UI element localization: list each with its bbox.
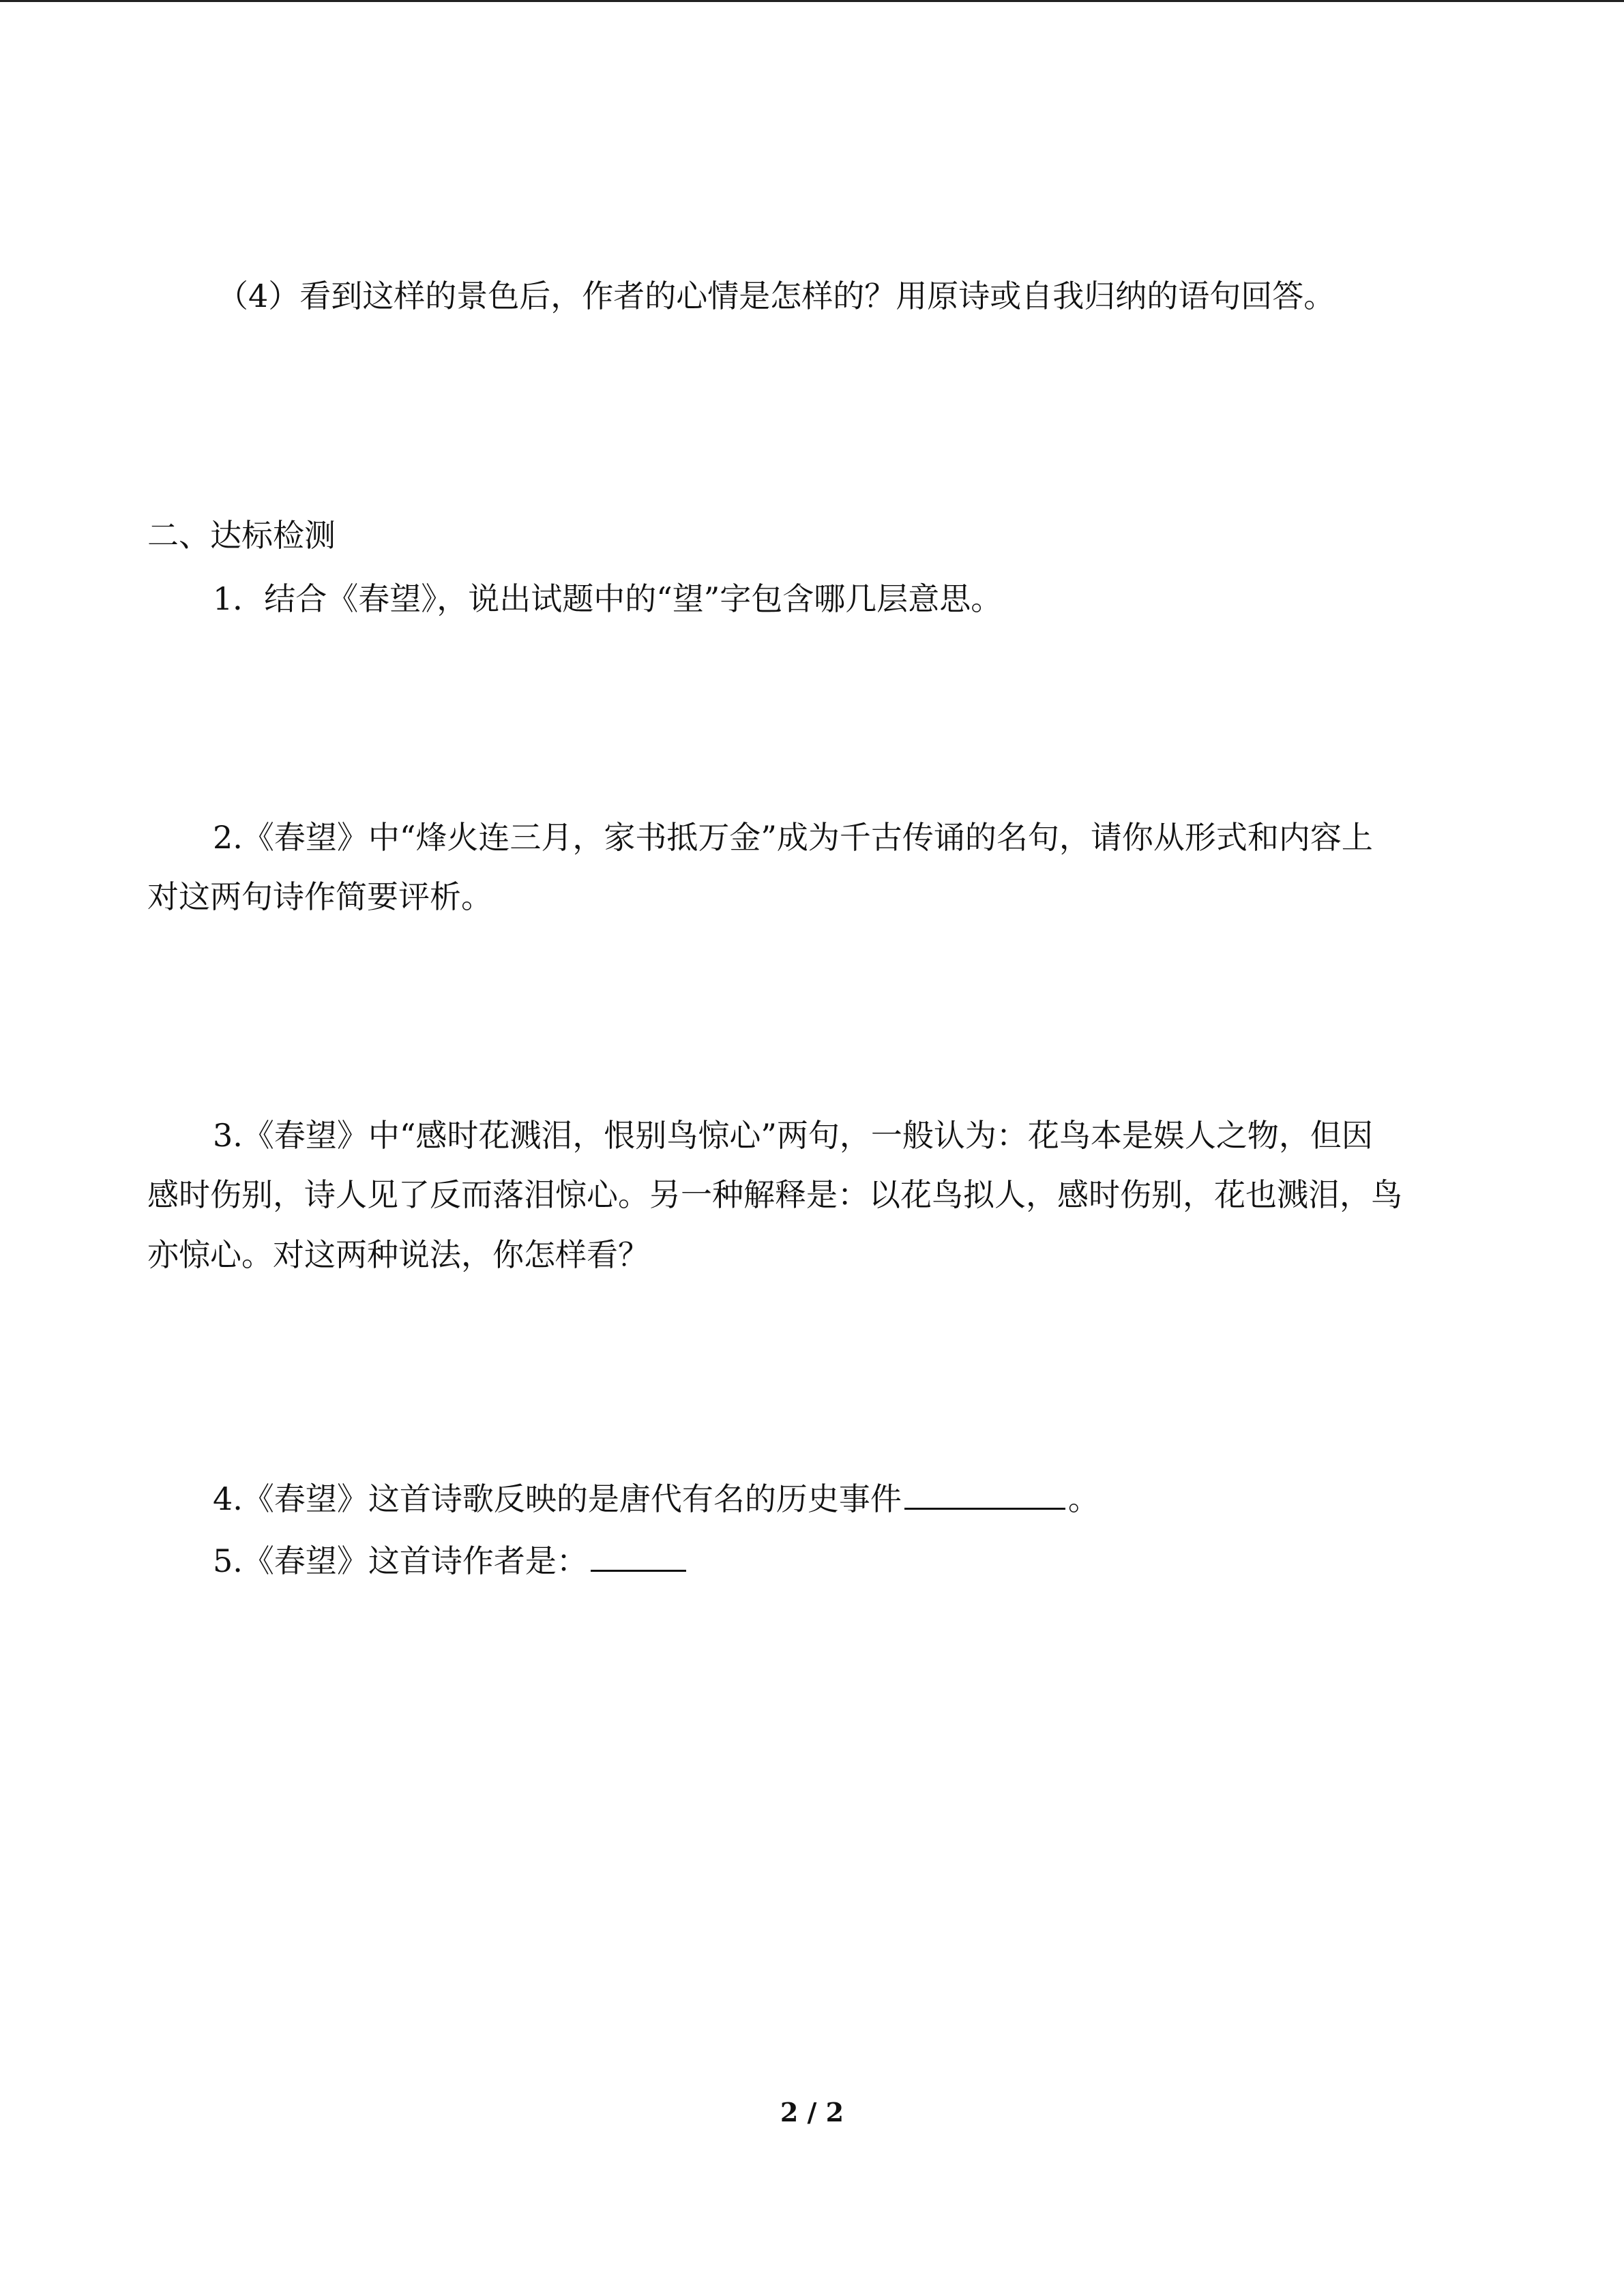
- question-4-text: 4.《春望》这首诗歌反映的是唐代有名的历史事件: [213, 1480, 902, 1517]
- question-4-answer-blank[interactable]: [904, 1479, 1065, 1510]
- question-5-text: 5.《春望》这首诗作者是：: [213, 1542, 588, 1579]
- question-4-end: 。: [1067, 1480, 1099, 1517]
- question-4: [213, 1478, 1099, 1519]
- question-5-answer-blank[interactable]: [591, 1541, 686, 1572]
- question-4-subpart: （4）看到这样的景色后，作者的心情是怎样的？用原诗或自我归纳的语句回答。: [217, 278, 1335, 314]
- question-3-line-1: 3.《春望》中“感时花溅泪，恨别鸟惊心”两句，一般认为：花鸟本是娱人之物，但因: [213, 1117, 1373, 1154]
- question-3-line-3: 亦惊心。对这两种说法，你怎样看？: [147, 1236, 649, 1273]
- question-3-line-2: 感时伤别，诗人见了反而落泪惊心。另一种解释是：以花鸟拟人，感时伤别，花也溅泪，鸟: [147, 1176, 1402, 1213]
- section-title: 二、达标检测: [147, 517, 336, 554]
- question-2-line-1: 2.《春望》中“烽火连三月，家书抵万金”成为千古传诵的名句，请你从形式和内容上: [213, 819, 1373, 856]
- page-number: 2 / 2: [780, 2097, 844, 2128]
- question-5: [213, 1540, 689, 1581]
- top-border-line: [0, 0, 1624, 2]
- question-1: 1．结合《春望》，说出试题中的“望”字包含哪几层意思。: [213, 580, 1003, 617]
- question-2-line-2: 对这两句诗作简要评析。: [147, 878, 492, 915]
